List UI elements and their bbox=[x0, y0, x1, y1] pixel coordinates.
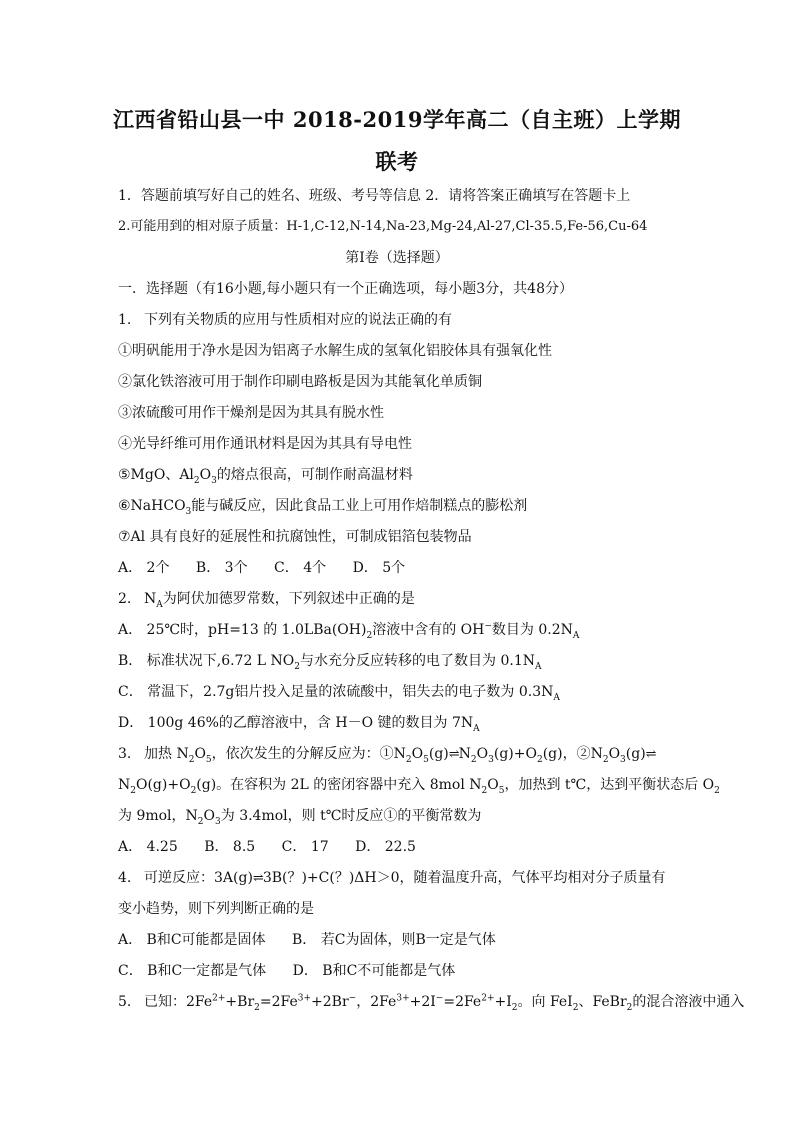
question-3-stem-cont: 为 9mol，$N_2O_3$为 3.4mol，则 t℃时反应①的平衡常数为 bbox=[118, 808, 482, 827]
section-heading: 一．选择题（有16小题,每小题只有一个正确选项，每小题3分，共48分） bbox=[118, 281, 573, 297]
option-d[interactable]: D． 5个 bbox=[352, 560, 406, 576]
option-b[interactable]: B． 标准状况下,6.72 L $NO_2$与水充分反应转移的电了数目为 $0.1N_A$ bbox=[118, 653, 542, 672]
question-1-stem: 1. 下列有关物质的应用与性质相对应的说法正确的有 bbox=[118, 312, 452, 328]
option-a[interactable]: A． 25℃时，pH=13 的 $1.0LBa(OH)_2$溶液中含有的 OH−数目为 $0.2N_A$ bbox=[118, 621, 580, 641]
question-4-stem: 4. 可逆反应：3A(g)⇌3B(？)+C(？)ΔH＞0，随着温度升高，气体平均相对分子质量有 bbox=[118, 870, 666, 886]
option-a[interactable]: A． 2个 bbox=[118, 560, 170, 576]
question-number: 3. bbox=[118, 746, 132, 762]
option-b[interactable]: B． 3个 bbox=[195, 560, 248, 576]
question-2-stem: 2. $N_A$为阿伏加德罗常数，下列叙述中正确的是 bbox=[118, 591, 415, 610]
question-3-stem-cont: $N_2O(g)+O_2(g)$。在容积为 2L 的密闭容器中充入 8mol $N_2O_5$，加热到 t℃，达到平衡状态后 $O_2$ bbox=[118, 777, 720, 796]
question-1-statement: ①明矾能用于净水是因为铝离子水解生成的氢氧化铝胶体具有强氧化性 bbox=[118, 343, 552, 359]
volume-title: 第Ⅰ卷（选择题） bbox=[345, 250, 449, 266]
instruction-atomic-masses: 2.可能用到的相对原子质量：H-1,C-12,N-14,Na-23,Mg-24,Al-27,Cl-35.5,Fe-56,Cu-64 bbox=[118, 219, 648, 234]
question-number: 1. bbox=[118, 312, 132, 328]
question-1-statement: ⑤MgO、$Al_2O_3$的熔点很高，可制作耐高温材料 bbox=[118, 467, 413, 486]
question-number: 4. bbox=[118, 870, 132, 886]
option-d[interactable]: D． B和C不可能都是气体 bbox=[292, 963, 456, 979]
question-3-options bbox=[118, 838, 416, 856]
option-c[interactable]: C． 17 bbox=[281, 839, 329, 855]
question-1-statement: ③浓硫酸可用作干燥剂是因为其具有脱水性 bbox=[118, 405, 384, 421]
question-number: 5. bbox=[118, 994, 132, 1010]
option-b[interactable]: B． 若C为固体，则B一定是气体 bbox=[292, 932, 496, 948]
question-1-statement: ⑥NaHCO$_3$能与碱反应，因此食品工业上可用作焙制糕点的膨松剂 bbox=[118, 498, 528, 517]
question-1-options bbox=[118, 559, 405, 577]
option-d[interactable]: D． 22.5 bbox=[355, 839, 416, 855]
option-a[interactable]: A． B和C可能都是固体 bbox=[118, 932, 266, 948]
question-4-stem-cont: 变小趋势，则下列判断正确的是 bbox=[118, 901, 314, 917]
option-a[interactable]: A． 4.25 bbox=[118, 839, 178, 855]
question-1-statement: ②氯化铁溶液可用于制作印刷电路板是因为其能氧化单质铜 bbox=[118, 374, 482, 390]
question-4-options-row2 bbox=[118, 962, 455, 980]
equilibrium-arrow-icon: ⇌ bbox=[252, 871, 263, 886]
question-4-options-row1 bbox=[118, 931, 496, 949]
question-1-statement: ④光导纤维可用作通讯材料是因为其具有导电性 bbox=[118, 436, 412, 452]
question-3-stem: 3. 加热 $N_2O_5$，依次发生的分解反应为：$①N_2O_5(g)\rightleftharpoons N_2O_3(g)+O_2(g)$，$②N_2O_3(g)\rightleftharpoons$ bbox=[118, 746, 656, 765]
equilibrium-arrow-icon: ⇌ bbox=[448, 747, 459, 762]
option-c[interactable]: C． 常温下，2.7g铝片投入足量的浓硫酸中，铝失去的电子数为 $0.3N_A$ bbox=[118, 684, 560, 703]
exam-title: 江西省铅山县一中 2018-2019学年高二（自主班）上学期 bbox=[113, 107, 681, 132]
exam-title-line2: 联考 bbox=[375, 149, 419, 174]
question-1-statement: ⑦Al 具有良好的延展性和抗腐蚀性，可制成铝箔包装物品 bbox=[118, 529, 472, 545]
option-b[interactable]: B． 8.5 bbox=[204, 839, 256, 855]
option-d[interactable]: D． 100g 46%的乙醇溶液中，含 H－O 键的数目为 $7N_A$ bbox=[118, 715, 480, 734]
option-c[interactable]: C． 4个 bbox=[274, 560, 327, 576]
question-number: 2. bbox=[118, 591, 132, 607]
question-5-stem: 5. 已知：$2Fe^{2+}+Br_2=2Fe^{3+}+2Br^-$，$2Fe^{3+}+2I^-=2Fe^{2+}+I_2$。向 FeI$_2$、FeBr$_2$的混合溶液中通入 bbox=[118, 993, 745, 1013]
option-c[interactable]: C． B和C一定都是气体 bbox=[118, 963, 267, 979]
equilibrium-arrow-icon: ⇌ bbox=[645, 747, 656, 762]
instruction-line-1: 1．答题前填写好自己的姓名、班级、考号等信息 2．请将答案正确填写在答题卡上 bbox=[118, 188, 631, 204]
